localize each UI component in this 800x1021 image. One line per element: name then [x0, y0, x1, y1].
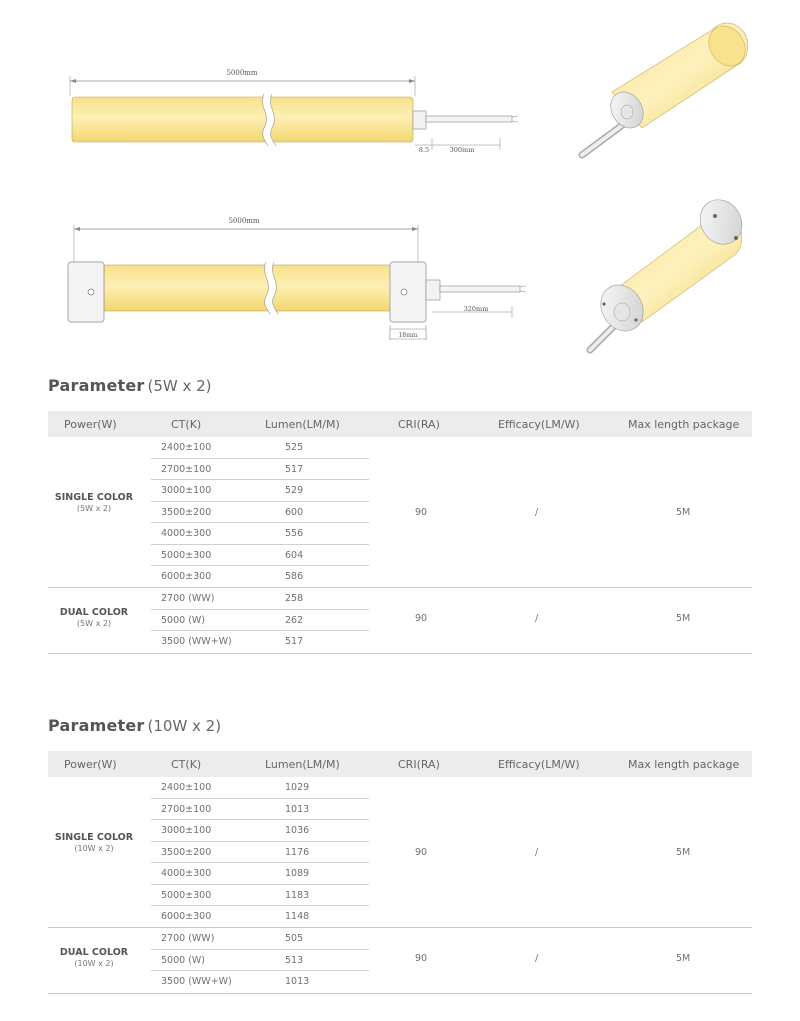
cri-value: 90 [415, 953, 428, 964]
ct-value: 2400±100 [161, 782, 212, 793]
bottom-3d-view [590, 192, 750, 350]
table-row [151, 545, 369, 567]
lumen-value: 1089 [285, 868, 310, 879]
header-max-length: Max length package [628, 758, 740, 771]
bottom-cap-label: 18mm [398, 332, 418, 339]
product-drawings [0, 0, 800, 370]
ct-value: 2700 (WW) [161, 593, 215, 604]
table-row [151, 950, 369, 972]
table-row [151, 971, 369, 993]
ct-value: 5000±300 [161, 549, 212, 561]
max-length-value: 5M [676, 953, 691, 964]
header-power: Power(W) [64, 418, 117, 431]
parameter-section-10w [48, 716, 752, 994]
table-header-row [48, 411, 752, 437]
ct-value: 3000±100 [161, 825, 212, 836]
header-cri: CRI(RA) [398, 418, 440, 431]
group-dual-color [48, 928, 752, 994]
section-title-main: Parameter [48, 376, 145, 395]
bottom-cable-label: 320mm [463, 305, 489, 313]
lumen-value: 513 [285, 954, 304, 966]
bottom-length-label: 5000mm [228, 217, 260, 225]
ct-value: 3500±200 [161, 846, 212, 858]
top-end-label: 8.5 [418, 146, 430, 154]
table-row [151, 437, 369, 459]
efficacy-value: / [535, 847, 539, 858]
table-row [151, 610, 369, 632]
table-row [151, 777, 369, 799]
efficacy-value: / [535, 953, 539, 964]
header-lumen: Lumen(LM/M) [265, 418, 340, 431]
ct-value: 3500 (WW+W) [161, 636, 232, 647]
table-row [151, 799, 369, 821]
max-length-value: 5M [676, 507, 691, 518]
lumen-value: 1183 [285, 889, 310, 901]
ct-value: 5000 (W) [161, 614, 206, 626]
max-length-value: 5M [676, 847, 691, 858]
lumen-value: 517 [285, 463, 304, 475]
power-cell [48, 832, 140, 853]
power-cell [48, 607, 140, 628]
cri-value: 90 [415, 613, 428, 624]
ct-value: 3500 (WW+W) [161, 976, 232, 987]
ct-value: 4000±300 [161, 528, 212, 539]
section-title [48, 376, 752, 400]
top-cable-label: 300mm [449, 146, 475, 154]
lumen-value: 556 [285, 528, 304, 539]
ct-value: 6000±300 [161, 911, 212, 922]
table-row [151, 588, 369, 610]
lumen-value: 1013 [285, 976, 310, 987]
parameter-section-5w [48, 376, 752, 654]
cri-value: 90 [415, 847, 428, 858]
efficacy-value: / [535, 613, 539, 624]
lumen-value: 525 [285, 442, 304, 453]
table-row [151, 523, 369, 545]
ct-value: 2700±100 [161, 803, 212, 815]
parameter-table [48, 751, 752, 994]
table-row [151, 459, 369, 481]
top-3d-view [582, 19, 753, 155]
efficacy-value: / [535, 507, 539, 518]
ct-value: 2700 (WW) [161, 933, 215, 944]
lumen-value: 262 [285, 614, 304, 626]
table-row [151, 820, 369, 842]
lumen-value: 1013 [285, 803, 310, 815]
header-ct: CT(K) [171, 758, 202, 771]
lumen-value: 517 [285, 636, 304, 647]
table-row [151, 928, 369, 950]
header-efficacy: Efficacy(LM/W) [498, 418, 580, 431]
lumen-value: 1176 [285, 846, 310, 858]
ct-value: 5000 (W) [161, 954, 206, 966]
header-max-length: Max length package [628, 418, 740, 431]
section-title-sub: (10W x 2) [147, 717, 222, 735]
group-single-color [48, 777, 752, 928]
ct-value: 2400±100 [161, 442, 212, 453]
header-ct: CT(K) [171, 418, 202, 431]
ct-value: 6000±300 [161, 571, 212, 582]
table-row [151, 906, 369, 928]
top-side-drawing [70, 69, 518, 154]
group-name: SINGLE COLOR [54, 832, 134, 843]
group-name: SINGLE COLOR [54, 492, 134, 503]
header-cri: CRI(RA) [398, 758, 440, 771]
top-length-label: 5000mm [226, 69, 258, 77]
lumen-value: 1148 [285, 911, 310, 922]
lumen-value: 258 [285, 593, 304, 604]
ct-value: 3000±100 [161, 485, 212, 496]
lumen-value: 586 [285, 571, 304, 582]
group-name: DUAL COLOR [59, 607, 129, 618]
table-row [151, 885, 369, 907]
group-power: (10W x 2) [74, 844, 114, 853]
power-cell [48, 947, 140, 968]
table-header-row [48, 751, 752, 777]
table-row [151, 631, 369, 653]
header-lumen: Lumen(LM/M) [265, 758, 340, 771]
table-row [151, 480, 369, 502]
ct-value: 3500±200 [161, 506, 212, 518]
ct-value: 5000±300 [161, 889, 212, 901]
lumen-value: 1036 [285, 825, 310, 836]
lumen-value: 529 [285, 485, 304, 496]
group-single-color [48, 437, 752, 588]
group-power: (10W x 2) [74, 959, 114, 968]
section-title [48, 716, 752, 740]
table-row [151, 502, 369, 524]
group-power: (5W x 2) [76, 619, 112, 628]
max-length-value: 5M [676, 613, 691, 624]
group-name: DUAL COLOR [59, 947, 129, 958]
section-title-main: Parameter [48, 716, 145, 735]
table-row [151, 842, 369, 864]
table-row [151, 863, 369, 885]
cri-value: 90 [415, 507, 428, 518]
header-efficacy: Efficacy(LM/W) [498, 758, 580, 771]
ct-value: 2700±100 [161, 463, 212, 475]
group-power: (5W x 2) [76, 504, 112, 513]
section-title-sub: (5W x 2) [147, 377, 212, 395]
parameter-table [48, 411, 752, 654]
table-row [151, 566, 369, 588]
lumen-value: 604 [285, 549, 304, 561]
group-dual-color [48, 588, 752, 654]
ct-value: 4000±300 [161, 868, 212, 879]
lumen-value: 505 [285, 933, 304, 944]
header-power: Power(W) [64, 758, 117, 771]
power-cell [48, 492, 140, 513]
bottom-side-drawing [68, 217, 526, 340]
lumen-value: 1029 [285, 782, 310, 793]
lumen-value: 600 [285, 506, 304, 518]
